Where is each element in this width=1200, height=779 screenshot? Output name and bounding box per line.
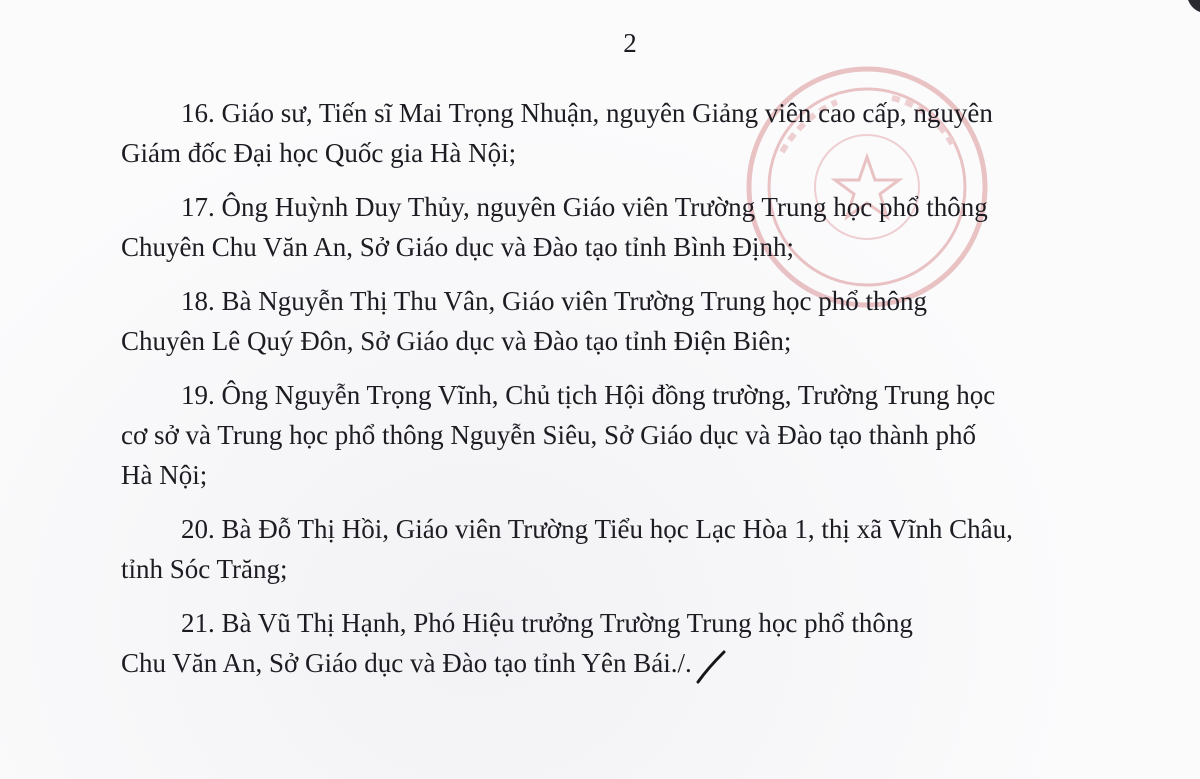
item-20-line-1: 20. Bà Đỗ Thị Hồi, Giáo viên Trường Tiểu học Lạc Hòa 1, thị xã Vĩnh Châu, bbox=[181, 514, 1013, 544]
edge-mark bbox=[1160, 0, 1200, 22]
item-21-line-2: Chu Văn An, Sở Giáo dục và Đào tạo tỉnh Yên Bái./. bbox=[121, 648, 692, 678]
item-19-line-3: Hà Nội; bbox=[121, 460, 208, 490]
item-18-line-2: Chuyên Lê Quý Đôn, Sở Giáo dục và Đào tạo tỉnh Điện Biên; bbox=[121, 326, 792, 356]
list-item-19 bbox=[121, 375, 1147, 495]
item-19-line-1: 19. Ông Nguyễn Trọng Vĩnh, Chủ tịch Hội đồng trường, Trường Trung học bbox=[181, 380, 996, 410]
list-item-21 bbox=[121, 603, 1147, 686]
item-17-line-1: 17. Ông Huỳnh Duy Thủy, nguyên Giáo viên Trường Trung học phổ thông bbox=[181, 192, 988, 222]
handwritten-slash-mark bbox=[694, 646, 728, 686]
item-18-line-1: 18. Bà Nguyễn Thị Thu Vân, Giáo viên Trường Trung học phổ thông bbox=[181, 286, 927, 316]
item-17-line-2: Chuyên Chu Văn An, Sở Giáo dục và Đào tạo tỉnh Bình Định; bbox=[121, 232, 794, 262]
item-16-line-1: 16. Giáo sư, Tiến sĩ Mai Trọng Nhuận, nguyên Giảng viên cao cấp, nguyên bbox=[181, 98, 993, 128]
list-item-16 bbox=[121, 93, 1147, 173]
document-body bbox=[121, 93, 1147, 700]
page-number: 2 bbox=[623, 28, 637, 58]
list-item-17 bbox=[121, 187, 1147, 267]
item-21-line-1: 21. Bà Vũ Thị Hạnh, Phó Hiệu trưởng Trường Trung học phổ thông bbox=[181, 608, 913, 638]
list-item-20 bbox=[121, 509, 1147, 589]
list-item-18 bbox=[121, 281, 1147, 361]
item-20-line-2: tỉnh Sóc Trăng; bbox=[121, 554, 288, 584]
item-16-line-2: Giám đốc Đại học Quốc gia Hà Nội; bbox=[121, 138, 517, 168]
item-19-line-2: cơ sở và Trung học phổ thông Nguyễn Siêu, Sở Giáo dục và Đào tạo thành phố bbox=[121, 420, 976, 450]
